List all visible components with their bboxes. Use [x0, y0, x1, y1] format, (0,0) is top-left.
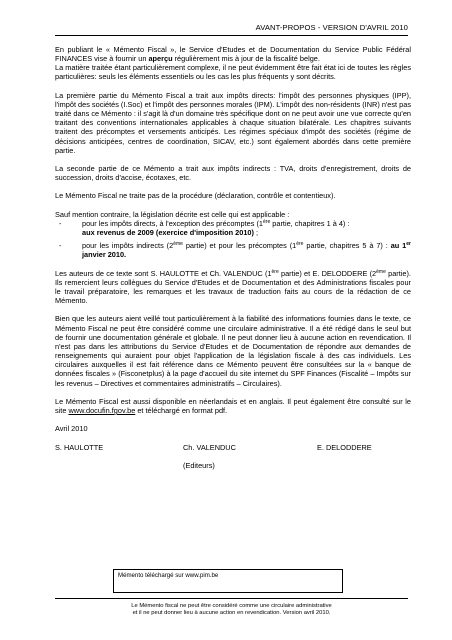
- bullet2-bold-b: janvier 2010.: [82, 250, 127, 260]
- paragraph-indirect-taxes: La seconde partie de ce Mémento a trait aux impôts indirects : TVA, droits d'enregistrement, droits de succession, droits d'accise, écotaxes, etc.: [55, 164, 411, 183]
- bullet1-sup: ère: [263, 218, 271, 225]
- paragraph-disclaimer: Bien que les auteurs aient veillé tout particulièrement à la fiabilité des informations fournies dans le texte, ce Mémento Fiscal ne peut être considéré comme une circulaire administrative. Il a été rédigé dans le seul but de fournir une documentation générale et globale. Il ne peut donner lieu à aucune action en revendication. Il n'est pas dans les attributions du Service d'Etudes et de Documentation de répondre aux demandes de renseignements qui auraient pour objet l'application de la législation fiscale à des cas individuels. Les circulaires auxquelles il est fait référence dans ce Mémento peuvent être consultées sur la « banque de données fiscales » (Fisconetplus) à la page d'accueil du site internet du SPF Finances (Fiscalité – Impôts sur les revenus – Directives et commentaires administratifs – Circulaires).: [55, 314, 411, 388]
- page-footer: [55, 598, 408, 617]
- page-header-title: AVANT-PROPOS - VERSION D'AVRIL 2010: [255, 23, 408, 32]
- signature-deloddere: E. DELODDERE: [317, 442, 372, 452]
- bullet-indirect-taxes: [55, 241, 411, 259]
- bullet2-text-c: partie, chapitres 5 à 7) :: [303, 241, 391, 251]
- authors-text-c: partie). Ils remercient leurs collègues du Service d'Etudes et de Documentation et des Administrations fiscales pour le travail préparatoire, les remarques et les travaux de traduction faits au cours de la rédaction de ce Mémento.: [55, 268, 411, 306]
- bullet2-text-b: partie) et pour les précomptes (1: [182, 241, 297, 251]
- availability-text-a: Le Mémento Fiscal est aussi disponible en néerlandais et en anglais. Il peut également être consulté sur le site: [55, 396, 411, 415]
- intro-text-a: En publiant le « Mémento Fiscal », le Service d'Etudes et de Documentation du Service Public Fédéral FINANCES vise à fournir un: [55, 45, 411, 64]
- paragraph-procedure: Le Mémento Fiscal ne traite pas de la procédure (déclaration, contrôle et contentieux).: [55, 191, 336, 201]
- editors-label: (Editeurs): [183, 460, 215, 470]
- paragraph-direct-taxes: La première partie du Mémento Fiscal a trait aux impôts directs: l'impôt des personnes physiques (IPP), l'impôt des sociétés (I.Soc) et l'impôt des personnes morales (IPM). L'impôt des non-résidents (INR) n'est pas traité dans ce Mémento : il s'agit là d'un domaine très spécifique dont on ne peut avoir une vue correcte qu'en traitant des conventions internationales applicables à chaque situation bilatérale. Les chapitres suivants traitent des précomptes et versements anticipés. Les régimes spéciaux d'impôt des sociétés (régime de décisions anticipées, centres de coordination, SICAV, etc.) sont également abordés dans cette première partie.: [55, 90, 411, 155]
- bullet1-text-a: pour les impôts directs, à l'exception des précomptes (1: [82, 218, 264, 228]
- authors-sup2: ème: [376, 268, 386, 275]
- intro-text-c: La matière traitée étant particulièrement complexe, il ne peut évidemment être fait état ici de toutes les règles particulières: seuls les éléments essentiels ou les cas les plus fréquents y sont décrits.: [55, 63, 411, 82]
- bullet2-bold-a: au 1: [390, 241, 407, 251]
- bullet1-text-b: partie, chapitres 1 à 4) :: [270, 218, 350, 228]
- intro-text-b: régulièrement mis à jour de la fiscalité belge.: [172, 54, 320, 64]
- authors-text-a: Les auteurs de ce texte sont S. HAULOTTE et Ch. VALENDUC (1: [55, 268, 272, 278]
- foreword-body: [55, 45, 411, 470]
- bullet1-end: ;: [253, 228, 259, 238]
- download-notice-text: Mémento téléchargé sur www.pim.be: [118, 572, 219, 579]
- download-notice-box: [113, 569, 343, 593]
- footer-line-1: Le Mémento fiscal ne peut être considéré comme une circulaire administrative: [131, 603, 332, 609]
- bullet-direct-taxes: [55, 219, 411, 237]
- signature-valenduc: Ch. VALENDUC: [183, 442, 236, 452]
- paragraph-authors: [55, 269, 411, 306]
- docufin-link[interactable]: www.docufin.fgov.be: [68, 405, 136, 415]
- editors-row: [55, 461, 411, 470]
- bullet2-sup2: ère: [296, 241, 304, 248]
- signature-haulotte: S. HAULOTTE: [55, 442, 104, 452]
- paragraph-intro: [55, 45, 411, 82]
- paragraph-availability: [55, 397, 411, 415]
- bullet2-sup1: ème: [173, 241, 183, 248]
- bullet2-bold-sup: er: [406, 241, 411, 248]
- bullet-dash: -: [59, 241, 62, 251]
- date-line: Avril 2010: [55, 424, 88, 434]
- bullet-dash: -: [59, 218, 62, 228]
- availability-text-b: et téléchargé en format pdf.: [135, 405, 228, 415]
- bullet2-text-a: pour les impôts indirects (2: [82, 241, 174, 251]
- paragraph-legislation: Sauf mention contraire, la législation décrite est celle qui est applicable :: [55, 209, 290, 219]
- footer-line-2: et il ne peut donner lieu à aucune action en revendication. Version avril 2010.: [132, 610, 331, 617]
- authors-text-b: partie) et E. DELODDERE (2: [278, 268, 377, 278]
- signature-row: [55, 443, 411, 452]
- page-header: [55, 23, 408, 36]
- intro-bold-apercu: aperçu: [148, 54, 173, 64]
- bullet1-bold: aux revenus de 2009 (exercice d'imposition 2010): [82, 228, 254, 238]
- authors-sup1: ère: [271, 268, 279, 275]
